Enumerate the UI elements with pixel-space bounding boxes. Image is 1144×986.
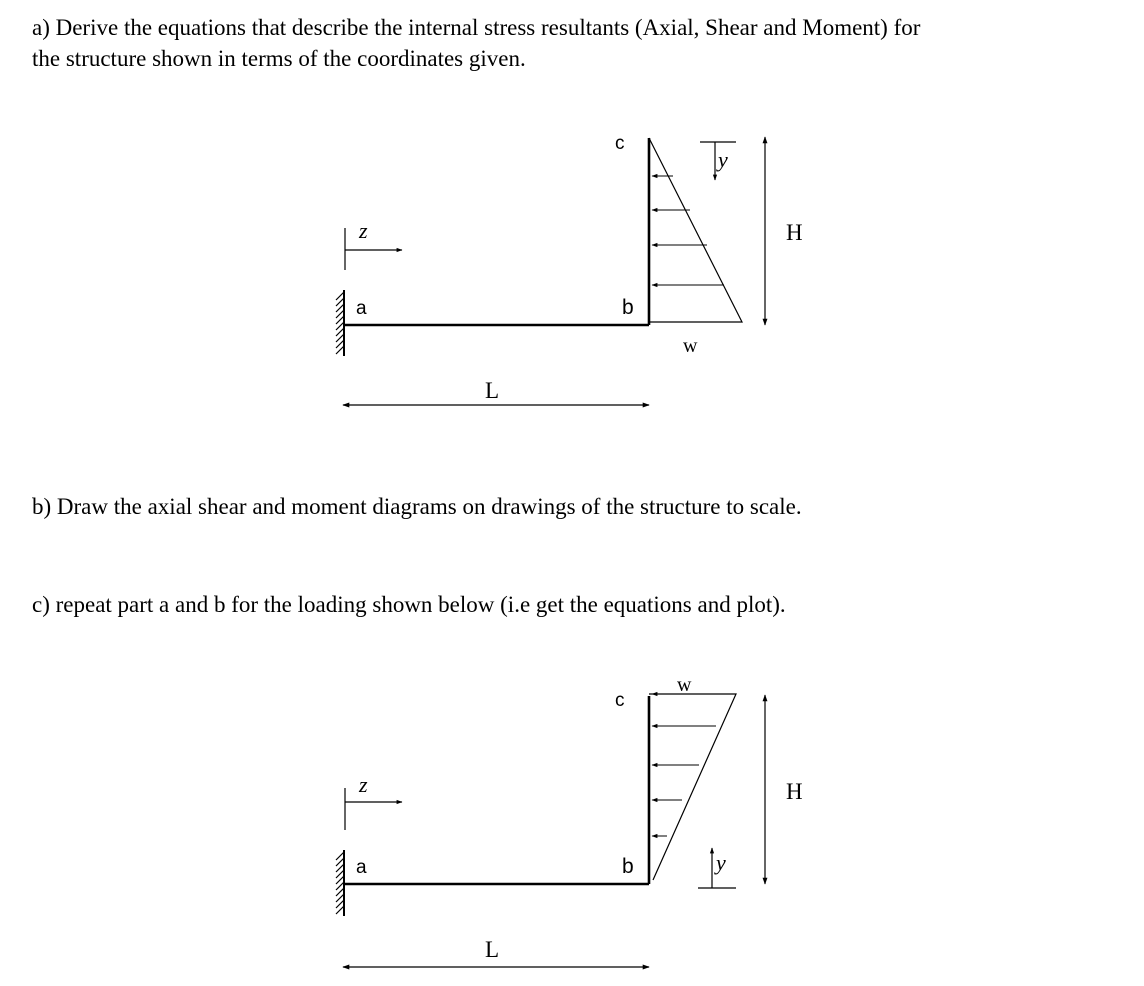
problem-part-b	[32, 491, 802, 522]
a-label: a	[356, 298, 367, 319]
part-a-line-1: a) Derive the equations that describe the internal stress resultants (Axial, Shear and Moment) for	[32, 15, 921, 40]
a-label: a	[356, 857, 367, 878]
fixed-support-a	[336, 850, 344, 916]
problem-part-a	[32, 12, 920, 74]
y-label: y	[716, 850, 726, 875]
b-label: b	[622, 855, 634, 878]
w-label: w	[677, 674, 692, 696]
triangular-load-1	[649, 138, 742, 322]
y-label: y	[718, 147, 728, 172]
H-label: H	[786, 220, 803, 245]
structure-diagram-1	[0, 110, 1144, 430]
part-b-text: b) Draw the axial shear and moment diagrams on drawings of the structure to scale.	[32, 494, 802, 519]
z-axis-icon	[345, 228, 402, 270]
L-label: L	[485, 937, 500, 962]
structure-diagram-2	[0, 660, 1144, 986]
fixed-support-a	[336, 290, 344, 356]
c-label: c	[615, 690, 625, 711]
w-label: w	[683, 335, 698, 357]
part-c-text: c) repeat part a and b for the loading shown below (i.e get the equations and plot).	[32, 592, 786, 617]
z-label: z	[359, 772, 368, 797]
c-label: c	[615, 133, 625, 154]
L-label: L	[485, 378, 500, 403]
z-label: z	[359, 218, 368, 243]
problem-part-c	[32, 589, 786, 620]
b-label: b	[622, 296, 634, 319]
z-axis-icon	[345, 788, 402, 830]
part-a-line-2: the structure shown in terms of the coordinates given.	[32, 46, 526, 71]
H-label: H	[786, 779, 803, 804]
